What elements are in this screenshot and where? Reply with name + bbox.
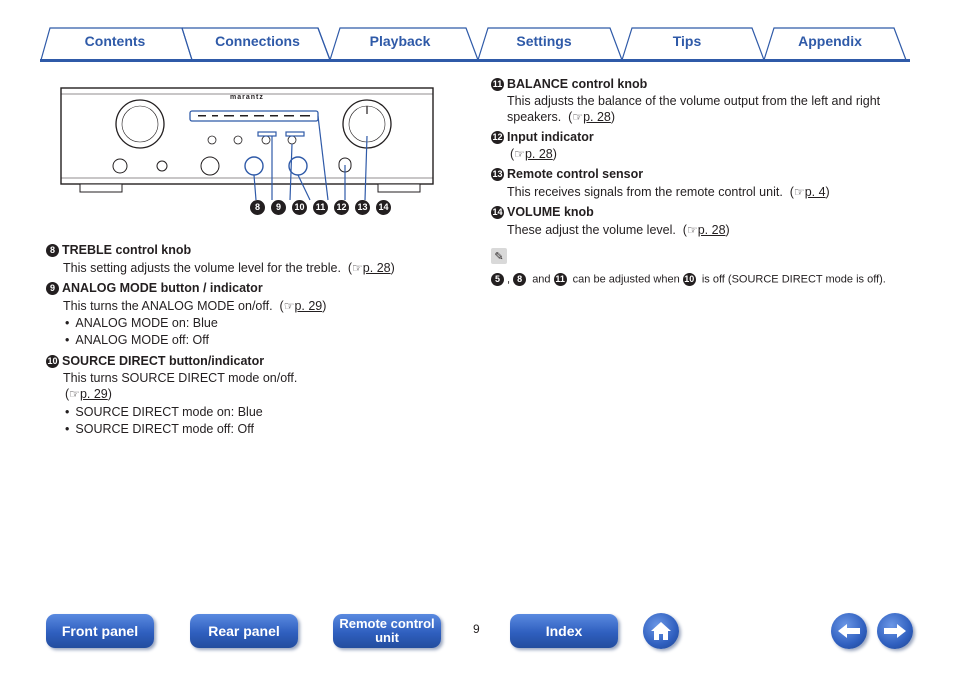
- num-badge: 13: [492, 169, 503, 180]
- item-title: Input indicator: [507, 130, 594, 144]
- desc-text: This setting adjusts the volume level for the treble.: [63, 261, 341, 275]
- num-badge: 8: [513, 273, 526, 286]
- desc-text: These adjust the volume level.: [507, 223, 676, 237]
- item-10-bullet-1: • SOURCE DIRECT mode on: Blue: [65, 405, 263, 419]
- num-badge: 11: [555, 274, 565, 284]
- tab-bar: [0, 0, 954, 64]
- tab-settings[interactable]: Settings: [516, 33, 572, 49]
- item-9-bullet-1: • ANALOG MODE on: Blue: [65, 316, 218, 330]
- page-link[interactable]: p. 4: [804, 185, 826, 199]
- back-button[interactable]: [831, 613, 867, 649]
- num-badge: 12: [492, 132, 503, 143]
- item-10-ref: (☞p. 29): [65, 387, 112, 401]
- note-and: and: [532, 273, 551, 286]
- callout-11: 11: [313, 200, 328, 215]
- tab-outlines: [0, 0, 954, 64]
- callout-14: 14: [376, 200, 391, 215]
- button-label-line2: unit: [375, 630, 399, 645]
- index-button[interactable]: Index: [510, 614, 618, 648]
- item-14-desc: These adjust the volume level. (☞p. 28): [507, 223, 730, 237]
- remote-control-unit-button[interactable]: [333, 614, 441, 648]
- panel-callouts: [250, 200, 394, 215]
- callout-10: 10: [292, 200, 307, 215]
- brand-logo: marantz: [230, 94, 264, 101]
- item-title: BALANCE control knob: [507, 77, 648, 91]
- tab-tips[interactable]: Tips: [672, 33, 702, 49]
- page-link[interactable]: p. 29: [79, 387, 108, 401]
- item-10-title: [46, 354, 264, 368]
- note-mid: can be adjusted when: [572, 273, 680, 286]
- item-8-desc: This setting adjusts the volume level for the treble. (☞p. 28): [63, 261, 395, 275]
- page-link[interactable]: p. 28: [583, 110, 611, 124]
- arrow-left-icon: [836, 622, 862, 640]
- home-icon: [649, 620, 673, 642]
- page-link[interactable]: p. 28: [524, 147, 553, 161]
- button-label-line1: Remote control: [339, 616, 435, 631]
- desc-text: This turns the ANALOG MODE on/off.: [63, 299, 273, 313]
- tab-underline: [40, 59, 910, 62]
- num-badge: 10: [684, 274, 695, 284]
- item-9-bullet-2: • ANALOG MODE off: Off: [65, 333, 209, 347]
- item-title: VOLUME knob: [507, 205, 594, 219]
- page-number: 9: [473, 622, 480, 636]
- item-12-title: [491, 130, 594, 144]
- item-9-title: [46, 281, 263, 295]
- num-badge: 10: [47, 356, 58, 367]
- callout-9: 9: [271, 200, 286, 215]
- pointing-hand-icon: ☞: [793, 185, 805, 199]
- tab-connections[interactable]: Connections: [215, 33, 300, 49]
- num-badge: 5: [491, 273, 504, 286]
- tab-appendix[interactable]: Appendix: [798, 33, 862, 49]
- item-11-desc-1: This adjusts the balance of the volume output from the left and right: [507, 94, 881, 108]
- tab-playback[interactable]: Playback: [369, 33, 431, 49]
- item-title: Remote control sensor: [507, 167, 644, 181]
- front-panel-button[interactable]: Front panel: [46, 614, 154, 648]
- num-badge: 8: [46, 244, 59, 257]
- item-11-desc-2: speakers. (☞p. 28): [507, 110, 616, 124]
- pointing-hand-icon: ☞: [572, 110, 584, 124]
- note-text: 5 , 8 and 11 can be adjusted when 10 is off (SOURCE DIRECT mode is off).: [491, 273, 886, 286]
- item-11-title: [491, 77, 647, 91]
- item-title: TREBLE control knob: [62, 243, 192, 257]
- pointing-hand-icon: ☞: [686, 223, 698, 237]
- pencil-note-icon: ✎: [491, 248, 507, 264]
- item-9-desc: This turns the ANALOG MODE on/off. (☞p. 29): [63, 299, 327, 313]
- pointing-hand-icon: ☞: [283, 299, 295, 313]
- forward-button[interactable]: [877, 613, 913, 649]
- item-13-desc: This receives signals from the remote control unit. (☞p. 4): [507, 185, 830, 199]
- page-link[interactable]: p. 28: [697, 223, 726, 237]
- callout-8: 8: [250, 200, 265, 215]
- num-badge: 14: [492, 207, 503, 218]
- tab-contents[interactable]: Contents: [84, 33, 146, 49]
- pointing-hand-icon: ☞: [514, 147, 525, 161]
- note-tail: is off (SOURCE DIRECT mode is off).: [701, 273, 886, 286]
- front-panel-illustration: [60, 86, 438, 216]
- item-title: ANALOG MODE button / indicator: [62, 281, 263, 295]
- item-10-desc: This turns SOURCE DIRECT mode on/off.: [63, 371, 298, 385]
- desc-text: This receives signals from the remote control unit.: [507, 185, 783, 199]
- amplifier-drawing: [60, 86, 438, 216]
- item-title: SOURCE DIRECT button/indicator: [62, 354, 265, 368]
- pointing-hand-icon: ☞: [352, 261, 363, 275]
- home-button[interactable]: [643, 613, 679, 649]
- rear-panel-button[interactable]: Rear panel: [190, 614, 298, 648]
- item-13-title: [491, 167, 643, 181]
- arrow-right-icon: [882, 622, 908, 640]
- pointing-hand-icon: ☞: [69, 387, 80, 401]
- num-badge: 9: [46, 282, 59, 295]
- item-8-title: [46, 243, 191, 257]
- item-12-ref: (☞p. 28): [510, 147, 557, 161]
- page-link[interactable]: p. 29: [294, 299, 323, 313]
- callout-12: 12: [334, 200, 349, 215]
- callout-13: 13: [355, 200, 370, 215]
- num-badge: 11: [492, 79, 503, 90]
- page-link[interactable]: p. 28: [362, 261, 391, 275]
- desc-text: speakers.: [507, 110, 562, 124]
- item-14-title: [491, 205, 594, 219]
- item-10-bullet-2: • SOURCE DIRECT mode off: Off: [65, 422, 254, 436]
